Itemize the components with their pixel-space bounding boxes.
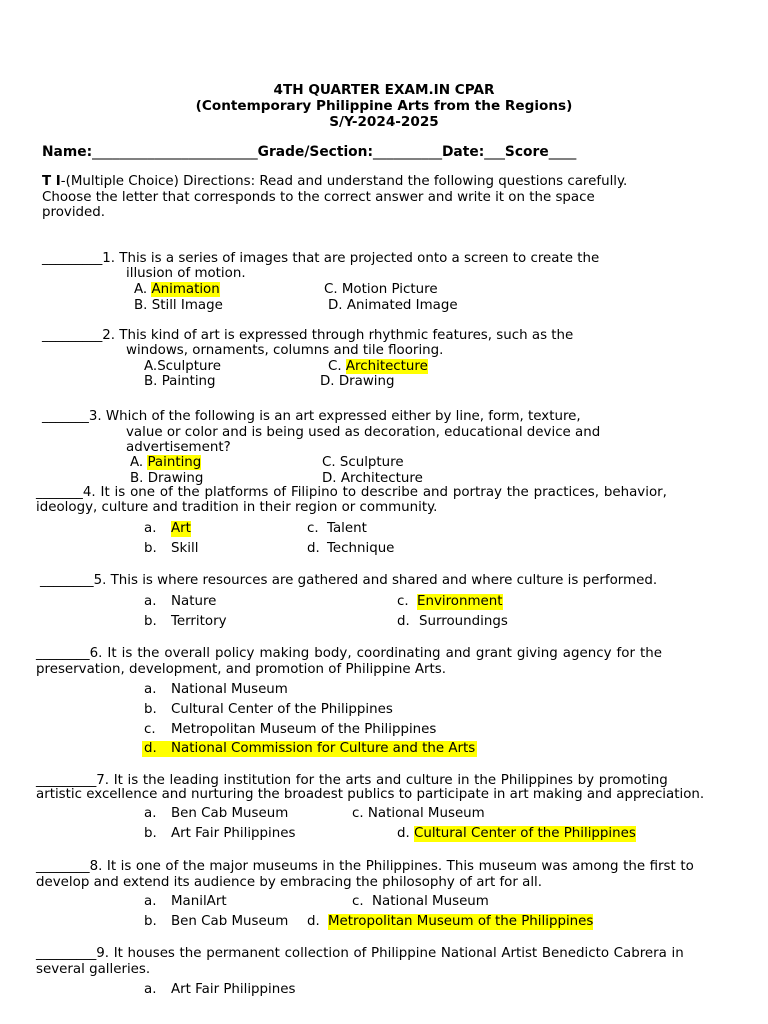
q4-option-d-letter: d. bbox=[307, 541, 320, 556]
q4-option-b: Skill bbox=[171, 541, 199, 556]
name-blank: ________________________ bbox=[92, 144, 258, 160]
q4-option-d: Technique bbox=[327, 541, 395, 556]
q8-option-d-letter: d. bbox=[307, 914, 320, 929]
q1-option-b bbox=[134, 298, 223, 314]
q7-option-b-letter: b. bbox=[144, 826, 157, 841]
q7-option-b: Art Fair Philippines bbox=[171, 826, 296, 841]
q5-option-a-letter: a. bbox=[144, 594, 157, 609]
question-3-continued-2: advertisement? bbox=[126, 440, 231, 455]
q6-option-b-letter: b. bbox=[144, 702, 157, 717]
q7-option-d-letter: d. bbox=[397, 826, 410, 841]
date-label: Date: bbox=[441, 144, 485, 160]
q9-option-a-letter: a. bbox=[144, 982, 157, 997]
q6-option-a: National Museum bbox=[171, 682, 288, 697]
q8-option-a-letter: a. bbox=[144, 894, 157, 909]
question-2-continued: windows, ornaments, columns and tile flooring. bbox=[126, 343, 444, 358]
q5-option-c-letter: c. bbox=[397, 594, 409, 609]
option-letter: d. bbox=[144, 741, 157, 756]
student-info-line bbox=[42, 144, 576, 160]
name-label: Name: bbox=[42, 144, 93, 160]
directions-line-2: Choose the letter that corresponds to the correct answer and write it on the space bbox=[42, 190, 595, 205]
q4-option-a-letter: a. bbox=[144, 521, 157, 536]
q5-option-b: Territory bbox=[171, 614, 227, 629]
exam-subject: (Contemporary Philippine Arts from the Regions) bbox=[195, 98, 573, 114]
question-8-continued: develop and extend its audience by embracing the philosophy of art for all. bbox=[36, 875, 543, 890]
q2-option-a bbox=[144, 359, 221, 375]
question-1: _________1. This is a series of images that are projected onto a screen to create the bbox=[42, 251, 600, 266]
question-1-continued: illusion of motion. bbox=[126, 266, 246, 281]
score-label: Score bbox=[504, 144, 549, 160]
option-text: National Commission for Culture and the Arts bbox=[171, 741, 476, 756]
q6-option-c: Metropolitan Museum of the Philippines bbox=[171, 722, 437, 737]
q4-option-b-letter: b. bbox=[144, 541, 157, 556]
q5-option-b-letter: b. bbox=[144, 614, 157, 629]
q6-option-b: Cultural Center of the Philippines bbox=[171, 702, 393, 717]
q4-option-a-highlighted-answer: Art bbox=[171, 521, 191, 536]
q1-option-c: C. Motion Picture bbox=[324, 282, 438, 297]
q4-option-c: Talent bbox=[327, 521, 367, 536]
q5-option-c-highlighted-answer: Environment bbox=[417, 594, 503, 609]
question-3-continued: value or color and is being used as decoration, educational device and bbox=[126, 425, 601, 440]
option-letter: A. bbox=[134, 282, 148, 297]
directions-line-1: -(Multiple Choice) Directions: Read and understand the following questions carefully. bbox=[60, 174, 628, 189]
q7-option-c: c. National Museum bbox=[352, 806, 485, 821]
q7-option-a-letter: a. bbox=[144, 806, 157, 821]
option-letter: A. bbox=[144, 359, 158, 374]
grade-section-label: Grade/Section: bbox=[257, 144, 373, 160]
question-5: ________5. This is where resources are gathered and shared and where culture is performed. bbox=[40, 573, 658, 588]
q8-option-c-letter: c. bbox=[352, 894, 364, 909]
option-letter: A. bbox=[130, 455, 144, 470]
q7-option-a: Ben Cab Museum bbox=[171, 806, 289, 821]
question-6: ________6. It is the overall policy making body, coordinating and grant giving agency for the bbox=[36, 646, 662, 661]
school-year: S/Y-2024-2025 bbox=[329, 114, 439, 130]
q5-option-a: Nature bbox=[171, 594, 217, 609]
directions-line-3: provided. bbox=[42, 205, 106, 220]
question-8: ________8. It is one of the major museums in the Philippines. This museum was among the first to bbox=[36, 859, 694, 874]
question-9: _________9. It houses the permanent collection of Philippine National Artist Benedicto Cabrera in bbox=[36, 946, 684, 961]
question-3: _______3. Which of the following is an art expressed either by line, form, texture, bbox=[42, 409, 581, 424]
exam-title: 4TH QUARTER EXAM.IN CPAR bbox=[273, 82, 495, 98]
q1-option-a bbox=[134, 282, 220, 298]
q2-option-d: D. Drawing bbox=[320, 374, 395, 389]
score-blank: ____ bbox=[548, 144, 577, 160]
q6-option-a-letter: a. bbox=[144, 682, 157, 697]
q3-option-d: D. Architecture bbox=[322, 471, 423, 486]
q5-option-d: Surroundings bbox=[419, 614, 508, 629]
option-letter: C. bbox=[328, 359, 342, 374]
q5-option-d-letter: d. bbox=[397, 614, 410, 629]
q3-option-a bbox=[130, 455, 201, 471]
option-text: Sculpture bbox=[157, 359, 221, 374]
highlighted-answer: Painting bbox=[147, 455, 202, 470]
grade-section-blank: __________ bbox=[373, 144, 442, 160]
question-2: _________2. This kind of art is expressed through rhythmic features, such as the bbox=[42, 328, 574, 343]
test-part-label: T I bbox=[42, 174, 61, 189]
option-text: Still Image bbox=[151, 298, 223, 313]
q2-option-b: B. Painting bbox=[144, 374, 216, 389]
q6-option-d-highlighted-answer bbox=[142, 741, 477, 757]
question-4-continued: ideology, culture and tradition in their region or community. bbox=[36, 500, 438, 515]
question-6-continued: preservation, development, and promotion of Philippine Arts. bbox=[36, 662, 447, 677]
q1-option-d: D. Animated Image bbox=[328, 298, 458, 313]
q4-option-c-letter: c. bbox=[307, 521, 319, 536]
option-letter: B. bbox=[134, 298, 148, 313]
question-7-continued: artistic excellence and nurturing the broadest publics to participate in art making and appreciation. bbox=[36, 787, 705, 802]
q2-option-c bbox=[328, 359, 428, 375]
q3-option-c: C. Sculpture bbox=[322, 455, 404, 470]
highlighted-answer: Animation bbox=[151, 282, 220, 297]
q8-option-a: ManilArt bbox=[171, 894, 227, 909]
question-7: _________7. It is the leading institution for the arts and culture in the Philippines by promoting bbox=[36, 773, 668, 788]
question-9-continued: several galleries. bbox=[36, 962, 151, 977]
q7-option-d-highlighted-answer: Cultural Center of the Philippines bbox=[414, 826, 636, 841]
question-4: _______4. It is one of the platforms of Filipino to describe and portray the practices, behavior, bbox=[36, 485, 667, 500]
q6-option-c-letter: c. bbox=[144, 722, 156, 737]
q8-option-b-letter: b. bbox=[144, 914, 157, 929]
highlighted-answer: Architecture bbox=[345, 359, 428, 374]
q8-option-b: Ben Cab Museum bbox=[171, 914, 289, 929]
directions bbox=[42, 174, 627, 190]
q9-option-a: Art Fair Philippines bbox=[171, 982, 296, 997]
q8-option-d-highlighted-answer: Metropolitan Museum of the Philippines bbox=[328, 914, 594, 929]
date-blank: ___ bbox=[484, 144, 505, 160]
q8-option-c: National Museum bbox=[372, 894, 489, 909]
q3-option-b: B. Drawing bbox=[130, 471, 204, 486]
